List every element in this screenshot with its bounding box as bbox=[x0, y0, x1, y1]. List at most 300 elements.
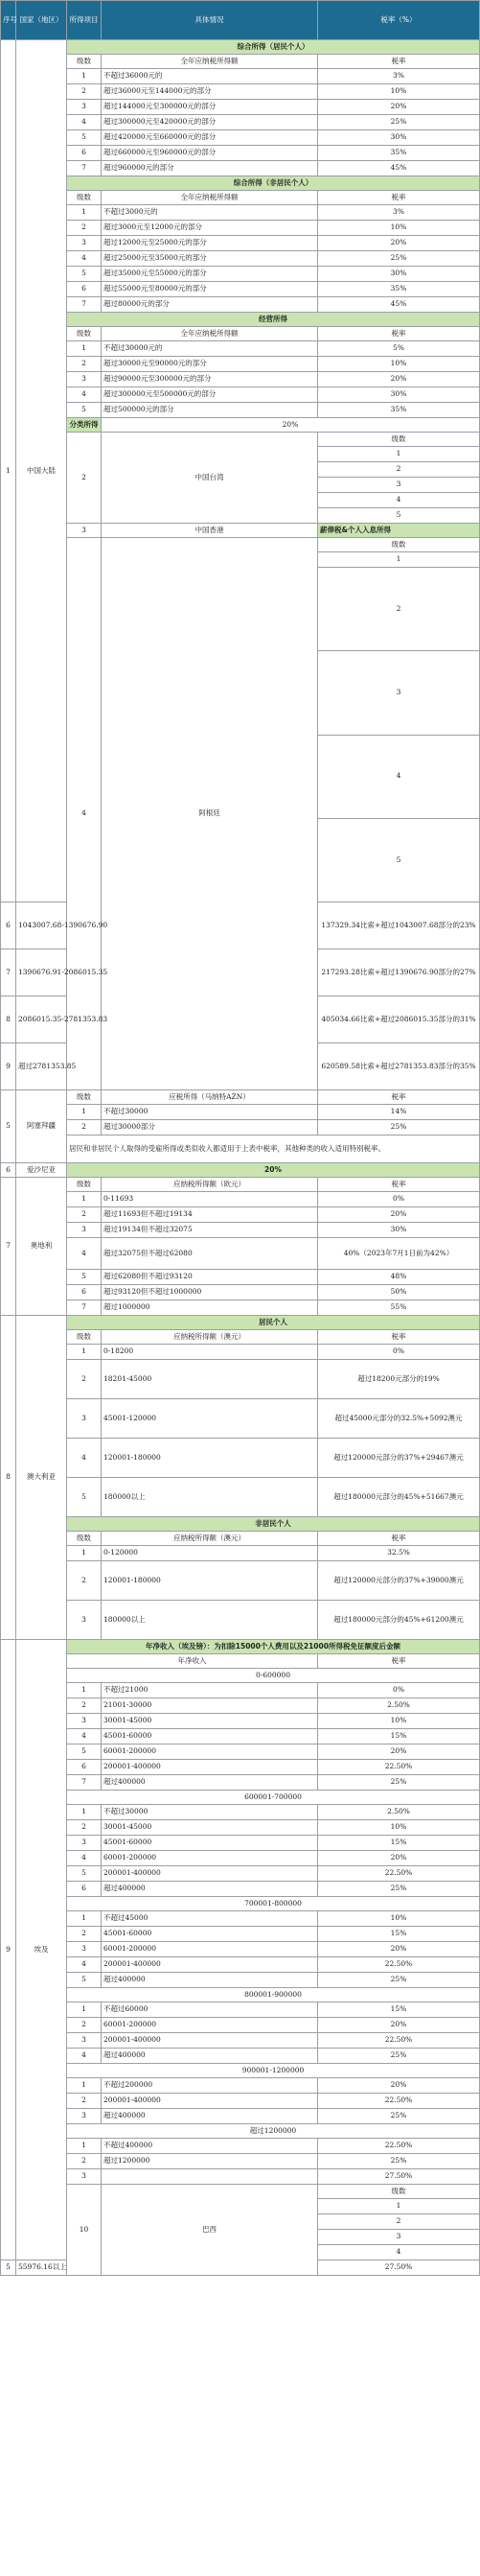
table-row bbox=[1, 1439, 480, 1478]
sub-header: 级数 bbox=[67, 1090, 102, 1105]
cell: 45% bbox=[318, 161, 480, 176]
cell: 27.50% bbox=[318, 2260, 480, 2276]
row-no: 6 bbox=[1, 1163, 16, 1178]
cell: 180000以上 bbox=[102, 1478, 318, 1517]
cell: 1 bbox=[318, 2199, 480, 2214]
cell: 1390676.91-2086015.35 bbox=[16, 949, 67, 996]
sub-header: 税率 bbox=[318, 191, 480, 205]
cell: 30% bbox=[318, 387, 480, 403]
table-row bbox=[1, 387, 480, 403]
cell: 137329.34比索+超过1043007.68部分的23% bbox=[318, 902, 480, 949]
cell: 4 bbox=[67, 387, 102, 403]
country-name: 阿根廷 bbox=[102, 538, 318, 1090]
cell: 5 bbox=[1, 2260, 16, 2276]
table-row bbox=[1, 1805, 480, 1820]
cell: 25% bbox=[318, 1882, 480, 1897]
cell: 超过30000元至90000元的部分 bbox=[102, 357, 318, 372]
cell: 20% bbox=[318, 1942, 480, 1957]
cell: 4 bbox=[67, 1439, 102, 1478]
cell: 超过35000元至55000元的部分 bbox=[102, 267, 318, 282]
cell: 超过80000元的部分 bbox=[102, 297, 318, 313]
cell: 超过400000 bbox=[102, 1973, 318, 1988]
table-row bbox=[1, 1820, 480, 1836]
cell: 9 bbox=[1, 1043, 16, 1090]
cell: 20% bbox=[318, 372, 480, 387]
sub-header: 年净收入 bbox=[67, 1654, 318, 1669]
cell: 不超过30000 bbox=[102, 1805, 318, 1820]
cell: 45001-60000 bbox=[102, 1729, 318, 1745]
cell: 3 bbox=[67, 2109, 102, 2124]
cell: 22.50% bbox=[318, 2094, 480, 2109]
cell: 1 bbox=[67, 2002, 102, 2018]
cell: 超过420000元至660000元的部分 bbox=[102, 130, 318, 146]
cell: 不超过400000 bbox=[102, 2139, 318, 2154]
cell: 20% bbox=[318, 1851, 480, 1866]
cell: 2 bbox=[67, 1207, 102, 1223]
cell: 120001-180000 bbox=[102, 1561, 318, 1601]
cell: 120001-180000 bbox=[102, 1439, 318, 1478]
table-row bbox=[1, 2033, 480, 2049]
cell: 35% bbox=[318, 282, 480, 297]
cell: 2 bbox=[67, 357, 102, 372]
sub-header: 全年应纳税所得额 bbox=[102, 55, 318, 69]
cell: 50% bbox=[318, 1285, 480, 1300]
table-row bbox=[1, 1207, 480, 1223]
cell: 1 bbox=[318, 552, 480, 568]
row-no: 8 bbox=[1, 1316, 16, 1640]
cell: 25% bbox=[318, 115, 480, 130]
cell: 32.5% bbox=[318, 1546, 480, 1561]
sub-header: 税率 bbox=[318, 1330, 480, 1345]
table-row bbox=[1, 205, 480, 221]
table-row bbox=[1, 357, 480, 372]
cell: 2.50% bbox=[318, 1805, 480, 1820]
cell: 1043007.68-1390676.90 bbox=[16, 902, 67, 949]
table-row bbox=[1, 297, 480, 313]
cell: 超过55000元至80000元的部分 bbox=[102, 282, 318, 297]
cell: 超过400000 bbox=[102, 2049, 318, 2064]
cell: 5 bbox=[67, 1478, 102, 1517]
sub-header: 税率 bbox=[318, 1178, 480, 1192]
cell: 60001-200000 bbox=[102, 1942, 318, 1957]
cell: 1 bbox=[318, 447, 480, 462]
cell: 3% bbox=[318, 69, 480, 84]
cell: 超过300000元至420000元的部分 bbox=[102, 115, 318, 130]
country-name: 埃及 bbox=[16, 1640, 67, 2260]
cell: 4 bbox=[318, 2245, 480, 2260]
cell: 5 bbox=[67, 1745, 102, 1760]
cell: 60001-200000 bbox=[102, 2018, 318, 2033]
country-name: 阿塞拜疆 bbox=[16, 1090, 67, 1163]
cell: 1 bbox=[67, 1192, 102, 1207]
cell: 2 bbox=[67, 2094, 102, 2109]
cell: 5 bbox=[67, 267, 102, 282]
cell: 25% bbox=[318, 1120, 480, 1136]
table-row bbox=[1, 282, 480, 297]
cell: 不超过3000元的 bbox=[102, 205, 318, 221]
cell: 200001-400000 bbox=[102, 2094, 318, 2109]
cell: 2086015.35-2781353.83 bbox=[16, 996, 67, 1043]
cell: 1 bbox=[67, 1805, 102, 1820]
table-row bbox=[1, 2049, 480, 2064]
cell: 不超过36000元的 bbox=[102, 69, 318, 84]
row-no: 5 bbox=[1, 1090, 16, 1163]
sub-header: 级数 bbox=[318, 538, 480, 552]
table-row bbox=[1, 1911, 480, 1927]
cell: 35% bbox=[318, 146, 480, 161]
cell: 超过960000元的部分 bbox=[102, 161, 318, 176]
bracket-range: 超过1200000 bbox=[67, 2124, 480, 2139]
cell: 217293.28比索+超过1390676.90部分的27% bbox=[318, 949, 480, 996]
table-row bbox=[1, 2154, 480, 2169]
cell: 22.50% bbox=[318, 2139, 480, 2154]
table-row bbox=[1, 2139, 480, 2154]
table-row bbox=[1, 1729, 480, 1745]
cell: 超过180000元部分的45%+51667澳元 bbox=[318, 1478, 480, 1517]
cell: 4 bbox=[67, 1729, 102, 1745]
cell: 超过400000 bbox=[102, 1882, 318, 1897]
cell: 超过1200000 bbox=[102, 2154, 318, 2169]
table-row bbox=[1, 115, 480, 130]
cell: 4 bbox=[67, 2049, 102, 2064]
table-row bbox=[1, 267, 480, 282]
cell: 30001-45000 bbox=[102, 1820, 318, 1836]
cell: 45001-60000 bbox=[102, 1836, 318, 1851]
cell bbox=[102, 2169, 318, 2185]
country-name: 中国香港 bbox=[102, 524, 318, 538]
table-row bbox=[1, 1882, 480, 1897]
table-row bbox=[1, 1546, 480, 1561]
table-row bbox=[1, 146, 480, 161]
cell: 7 bbox=[67, 1300, 102, 1316]
sub-header: 税率 bbox=[318, 327, 480, 341]
cell: 55976.16以上 bbox=[16, 2260, 67, 2276]
cell: 超过400000 bbox=[102, 2109, 318, 2124]
table-row bbox=[1, 1714, 480, 1729]
table-row bbox=[1, 1360, 480, 1399]
table-row bbox=[1, 1105, 480, 1120]
cell: 3 bbox=[318, 478, 480, 493]
cell: 22.50% bbox=[318, 1760, 480, 1775]
cell: 超过12000元至25000元的部分 bbox=[102, 236, 318, 251]
cell: 30% bbox=[318, 130, 480, 146]
table-row bbox=[1, 2094, 480, 2109]
cell: 60001-200000 bbox=[102, 1745, 318, 1760]
cell: 20% bbox=[318, 1207, 480, 1223]
cell: 20% bbox=[318, 236, 480, 251]
country-name: 澳大利亚 bbox=[16, 1316, 67, 1640]
cell: 不超过30000元的 bbox=[102, 341, 318, 357]
cell: 200001-400000 bbox=[102, 1760, 318, 1775]
cell: 5 bbox=[318, 818, 480, 902]
cell: 5 bbox=[67, 1866, 102, 1882]
sub-header: 级数 bbox=[67, 1330, 102, 1345]
sub-header: 应税所得（马纳特AZN） bbox=[102, 1090, 318, 1105]
cell: 10% bbox=[318, 1714, 480, 1729]
cell: 2 bbox=[318, 2214, 480, 2230]
cell: 6 bbox=[67, 146, 102, 161]
cell: 0-120000 bbox=[102, 1546, 318, 1561]
cell: 4 bbox=[67, 1851, 102, 1866]
cell: 3 bbox=[67, 372, 102, 387]
cell: 3 bbox=[67, 1714, 102, 1729]
cell: 20% bbox=[318, 100, 480, 115]
cell: 22.50% bbox=[318, 1866, 480, 1882]
cell: 60001-200000 bbox=[102, 1851, 318, 1866]
cell: 21001-30000 bbox=[102, 1698, 318, 1714]
row-no: 7 bbox=[1, 1178, 16, 1316]
table-row bbox=[1, 1561, 480, 1601]
cell: 2 bbox=[67, 84, 102, 100]
sub-header: 级数 bbox=[67, 191, 102, 205]
table-row bbox=[1, 1683, 480, 1698]
cell: 超过45000元部分的32.5%+5092澳元 bbox=[318, 1399, 480, 1439]
cell: 2 bbox=[67, 1120, 102, 1136]
cell: 0-18200 bbox=[102, 1345, 318, 1360]
cell: 5 bbox=[67, 403, 102, 418]
sub-header: 税率 bbox=[318, 1532, 480, 1546]
cell: 55% bbox=[318, 1300, 480, 1316]
bracket-range: 600001-700000 bbox=[67, 1791, 480, 1805]
cell: 10% bbox=[318, 1911, 480, 1927]
sub-header: 级数 bbox=[318, 2185, 480, 2199]
sub-header: 应纳税所得额（澳元） bbox=[102, 1330, 318, 1345]
cell: 1 bbox=[67, 1105, 102, 1120]
row-no: 2 bbox=[67, 433, 102, 524]
cell: 超过90000元至300000元的部分 bbox=[102, 372, 318, 387]
cell: 620589.58比索+超过2781353.83部分的35% bbox=[318, 1043, 480, 1090]
cell: 405034.66比索+超过2086015.35部分的31% bbox=[318, 996, 480, 1043]
cell: 0% bbox=[318, 1345, 480, 1360]
cell: 3 bbox=[67, 236, 102, 251]
cell: 不超过30000 bbox=[102, 1105, 318, 1120]
table-row bbox=[1, 251, 480, 267]
cell: 10% bbox=[318, 1820, 480, 1836]
cell: 200001-400000 bbox=[102, 1957, 318, 1973]
cell: 5 bbox=[67, 130, 102, 146]
cell: 超过3000元至12000元的部分 bbox=[102, 221, 318, 236]
cell: 超过120000元部分的37%+29467澳元 bbox=[318, 1439, 480, 1478]
cell: 7 bbox=[67, 1775, 102, 1791]
cell: 40%（2023年7月1日前为42%） bbox=[318, 1238, 480, 1270]
cell: 不超过21000 bbox=[102, 1683, 318, 1698]
sub-header: 税率 bbox=[318, 55, 480, 69]
cell: 超过120000元部分的37%+39000澳元 bbox=[318, 1561, 480, 1601]
cell: 1 bbox=[67, 205, 102, 221]
country-name: 巴西 bbox=[102, 2185, 318, 2276]
table-row bbox=[1, 403, 480, 418]
country-name: 中国台湾 bbox=[102, 433, 318, 524]
cell: 15% bbox=[318, 1927, 480, 1942]
cell: 45% bbox=[318, 297, 480, 313]
cell: 1 bbox=[67, 1683, 102, 1698]
section-title: 年净收入（埃及镑）：为扣除15000个人费用以及21000所得税免征额度后金额 bbox=[67, 1640, 480, 1654]
cell: 5 bbox=[67, 1973, 102, 1988]
cell: 0-11693 bbox=[102, 1192, 318, 1207]
sub-header: 级数 bbox=[67, 55, 102, 69]
sub-header: 全年应纳税所得额 bbox=[102, 327, 318, 341]
section-title: 非居民个人 bbox=[67, 1517, 480, 1532]
cell: 3% bbox=[318, 205, 480, 221]
cell: 20% bbox=[102, 418, 480, 433]
row-no: 3 bbox=[67, 524, 102, 538]
cell: 6 bbox=[67, 1760, 102, 1775]
cell: 6 bbox=[67, 1285, 102, 1300]
cell: 20% bbox=[318, 1745, 480, 1760]
cell: 2 bbox=[67, 2018, 102, 2033]
table-row bbox=[1, 100, 480, 115]
cell: 超过1000000 bbox=[102, 1300, 318, 1316]
cell: 1 bbox=[67, 341, 102, 357]
cell: 2.50% bbox=[318, 1698, 480, 1714]
cell: 25% bbox=[318, 2109, 480, 2124]
cell: 45001-60000 bbox=[102, 1927, 318, 1942]
cell: 超过93120但不超过1000000 bbox=[102, 1285, 318, 1300]
table-row bbox=[1, 161, 480, 176]
table-row bbox=[1, 2078, 480, 2094]
section-title: 综合所得（非居民个人） bbox=[67, 176, 480, 191]
row-no: 10 bbox=[67, 2185, 102, 2276]
cell: 4 bbox=[318, 493, 480, 508]
cell: 30% bbox=[318, 267, 480, 282]
row-no: 9 bbox=[1, 1640, 16, 2260]
cell: 22.50% bbox=[318, 2033, 480, 2049]
col-header-detail: 具体情况 bbox=[102, 1, 318, 40]
cell: 不超过45000 bbox=[102, 1911, 318, 1927]
cell: 超过180000元部分的45%+61200澳元 bbox=[318, 1601, 480, 1640]
cell: 3 bbox=[318, 651, 480, 735]
cell: 1 bbox=[67, 2139, 102, 2154]
cell: 30001-45000 bbox=[102, 1714, 318, 1729]
table-row bbox=[1, 236, 480, 251]
table-row bbox=[1, 1223, 480, 1238]
cell: 35% bbox=[318, 403, 480, 418]
cell: 超过144000元至300000元的部分 bbox=[102, 100, 318, 115]
bracket-range: 700001-800000 bbox=[67, 1897, 480, 1911]
table-row bbox=[1, 1345, 480, 1360]
table-row bbox=[1, 2109, 480, 2124]
country-name: 中国大陆 bbox=[16, 40, 67, 902]
cell: 2 bbox=[67, 2154, 102, 2169]
table-row bbox=[1, 1851, 480, 1866]
cell: 4 bbox=[67, 251, 102, 267]
cell: 2 bbox=[67, 221, 102, 236]
table-row bbox=[1, 69, 480, 84]
table-row bbox=[1, 1957, 480, 1973]
table-row bbox=[1, 1973, 480, 1988]
sub-header: 应纳税所得额（欧元） bbox=[102, 1178, 318, 1192]
table-row bbox=[1, 1300, 480, 1316]
section-title: 分类所得 bbox=[67, 418, 102, 433]
country-name: 奥地利 bbox=[16, 1178, 67, 1316]
table-row bbox=[1, 1927, 480, 1942]
table-row bbox=[1, 1745, 480, 1760]
cell: 15% bbox=[318, 1836, 480, 1851]
cell: 2 bbox=[67, 1360, 102, 1399]
table-row bbox=[1, 1698, 480, 1714]
country-name: 爱沙尼亚 bbox=[16, 1163, 67, 1178]
cell: 200001-400000 bbox=[102, 1866, 318, 1882]
note-text: 居民和非居民个人取得的受雇所得或类似收入都适用于上表中税率，其他种类的收入适用特别税率。 bbox=[67, 1136, 480, 1163]
row-no: 1 bbox=[1, 40, 16, 902]
sub-header: 税率 bbox=[318, 1654, 480, 1669]
cell: 超过30000部分 bbox=[102, 1120, 318, 1136]
section-title: 居民个人 bbox=[67, 1316, 480, 1330]
section-title: 20% bbox=[67, 1163, 480, 1178]
cell: 3 bbox=[67, 2169, 102, 2185]
cell: 30% bbox=[318, 1223, 480, 1238]
cell: 超过500000元的部分 bbox=[102, 403, 318, 418]
section-title: 薪俸税&个人入息所得 bbox=[318, 524, 480, 538]
cell: 超过300000元至500000元的部分 bbox=[102, 387, 318, 403]
cell: 0% bbox=[318, 1683, 480, 1698]
table-row bbox=[1, 1399, 480, 1439]
cell: 6 bbox=[67, 1882, 102, 1897]
cell: 25% bbox=[318, 251, 480, 267]
sub-header: 级数 bbox=[67, 327, 102, 341]
cell: 45001-120000 bbox=[102, 1399, 318, 1439]
bracket-range: 0-600000 bbox=[67, 1669, 480, 1683]
cell: 4 bbox=[318, 735, 480, 818]
table-row bbox=[1, 1775, 480, 1791]
table-row bbox=[1, 2169, 480, 2185]
cell: 4 bbox=[67, 115, 102, 130]
cell: 0% bbox=[318, 1192, 480, 1207]
table-row bbox=[1, 1942, 480, 1957]
cell: 27.50% bbox=[318, 2169, 480, 2185]
cell: 不超过200000 bbox=[102, 2078, 318, 2094]
sub-header: 级数 bbox=[67, 1178, 102, 1192]
table-row bbox=[1, 1192, 480, 1207]
cell: 25% bbox=[318, 2049, 480, 2064]
cell: 超过18200元部分的19% bbox=[318, 1360, 480, 1399]
cell: 超过660000元至960000元的部分 bbox=[102, 146, 318, 161]
sub-header: 应纳税所得额（澳元） bbox=[102, 1532, 318, 1546]
table-row bbox=[1, 341, 480, 357]
sub-header: 税率 bbox=[318, 1090, 480, 1105]
cell: 超过32075但不超过62080 bbox=[102, 1238, 318, 1270]
cell: 3 bbox=[67, 1836, 102, 1851]
cell: 1 bbox=[67, 1345, 102, 1360]
cell: 7 bbox=[1, 949, 16, 996]
cell: 3 bbox=[318, 2230, 480, 2245]
cell: 7 bbox=[67, 161, 102, 176]
cell: 2 bbox=[67, 1698, 102, 1714]
cell: 1 bbox=[67, 1546, 102, 1561]
cell: 超过62080但不超过93120 bbox=[102, 1270, 318, 1285]
cell: 超过19134但不超过32075 bbox=[102, 1223, 318, 1238]
cell: 48% bbox=[318, 1270, 480, 1285]
table-row bbox=[1, 1760, 480, 1775]
table-row bbox=[1, 1285, 480, 1300]
table-row bbox=[1, 2018, 480, 2033]
cell: 3 bbox=[67, 2033, 102, 2049]
table-row bbox=[1, 1836, 480, 1851]
cell: 15% bbox=[318, 1729, 480, 1745]
cell: 5 bbox=[67, 1270, 102, 1285]
row-no: 4 bbox=[67, 538, 102, 1090]
sub-header: 级数 bbox=[67, 1532, 102, 1546]
table-row bbox=[1, 1601, 480, 1640]
cell: 10% bbox=[318, 84, 480, 100]
table-row bbox=[1, 1478, 480, 1517]
cell: 3 bbox=[67, 1942, 102, 1957]
section-title: 经营所得 bbox=[67, 313, 480, 327]
cell: 14% bbox=[318, 1105, 480, 1120]
col-header-no: 序号 bbox=[1, 1, 16, 40]
cell: 7 bbox=[67, 297, 102, 313]
cell: 6 bbox=[1, 902, 16, 949]
